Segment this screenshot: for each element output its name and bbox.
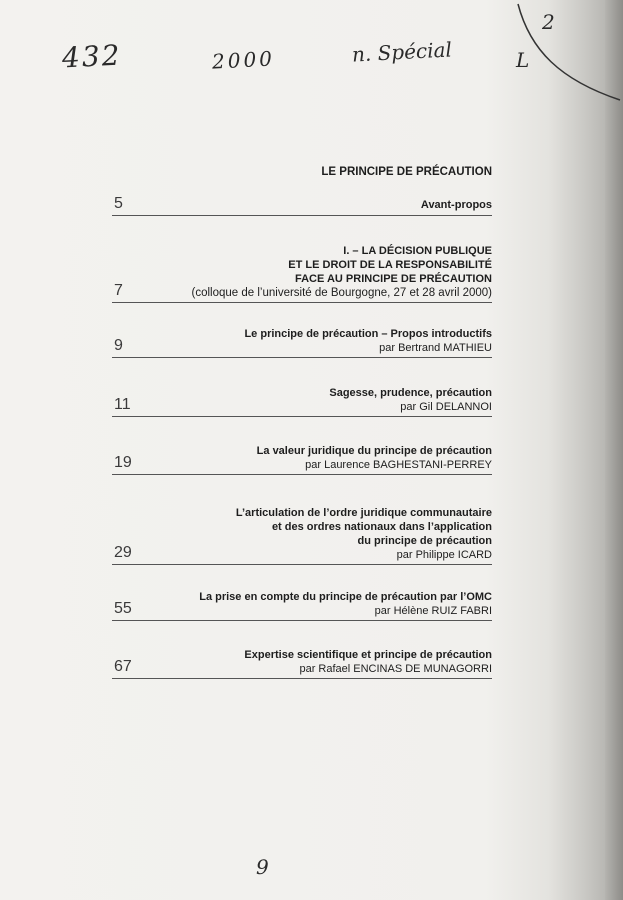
toc-entry-omc[interactable] xyxy=(112,585,492,621)
toc-rule xyxy=(112,564,492,565)
toc-entry-section-one[interactable] xyxy=(112,238,492,303)
book-binding-shadow xyxy=(605,0,623,900)
toc-page-number: 29 xyxy=(114,544,132,561)
toc-header: LE PRINCIPE DE PRÉCAUTION xyxy=(321,166,492,178)
toc-title-line: du principe de précaution xyxy=(357,535,492,547)
toc-page-number: 19 xyxy=(114,454,132,471)
toc-rule xyxy=(112,357,492,358)
toc-title: La prise en compte du principe de précaution par l’OMC xyxy=(199,591,492,603)
toc-rule xyxy=(112,620,492,621)
toc-page-number: 67 xyxy=(114,658,132,675)
toc-author: par Hélène RUIZ FABRI xyxy=(374,605,492,617)
toc-page-number: 9 xyxy=(114,337,123,354)
toc-author: par Bertrand MATHIEU xyxy=(379,342,492,354)
toc-title-line: ET LE DROIT DE LA RESPONSABILITÉ xyxy=(288,259,492,271)
toc-entry-sagesse[interactable] xyxy=(112,380,492,417)
handwritten-special: n. Spécial xyxy=(351,37,453,67)
handwritten-number: 432 xyxy=(61,38,123,75)
toc-author: par Philippe ICARD xyxy=(396,549,492,561)
toc-title-line: I. – LA DÉCISION PUBLIQUE xyxy=(343,245,492,257)
toc-entry-articulation[interactable] xyxy=(112,498,492,565)
toc-title: La valeur juridique du principe de précaution xyxy=(256,445,492,457)
toc-title: Expertise scientifique et principe de précaution xyxy=(244,649,492,661)
toc-page-number: 11 xyxy=(114,396,131,413)
toc-title-line: et des ordres nationaux dans l’application xyxy=(271,521,492,533)
toc-entry-propos-introductifs[interactable] xyxy=(112,320,492,358)
toc-entry-expertise[interactable] xyxy=(112,643,492,679)
toc-title: Sagesse, prudence, précaution xyxy=(329,387,492,399)
toc-page-number: 7 xyxy=(114,282,123,299)
handwritten-year: 2000 xyxy=(211,46,276,74)
toc-author: par Laurence BAGHESTANI-PERREY xyxy=(305,459,492,471)
toc-page-number: 5 xyxy=(114,195,123,212)
handwritten-bottom-mark: 9 xyxy=(256,855,269,879)
toc-title: Avant-propos xyxy=(420,199,492,211)
toc-title-line: L’articulation de l’ordre juridique communautaire xyxy=(235,507,492,519)
toc-title: Le principe de précaution – Propos introductifs xyxy=(244,328,492,340)
toc-rule xyxy=(112,678,492,679)
toc-rule xyxy=(112,416,492,417)
toc-rule xyxy=(112,302,492,303)
toc-entry-avant-propos[interactable] xyxy=(112,190,492,216)
toc-author: par Gil DELANNOI xyxy=(400,401,492,413)
toc-title-line: FACE AU PRINCIPE DE PRÉCAUTION xyxy=(294,273,492,285)
toc-rule xyxy=(112,215,492,216)
toc-note: (colloque de l’université de Bourgogne, 27 et 28 avril 2000) xyxy=(191,287,492,299)
toc-rule xyxy=(112,474,492,475)
handwritten-corner-letter: L xyxy=(516,48,530,72)
toc-author: par Rafael ENCINAS DE MUNAGORRI xyxy=(299,663,492,675)
toc-page-number: 55 xyxy=(114,600,132,617)
handwritten-corner-number: 2 xyxy=(542,10,555,34)
toc-entry-valeur-juridique[interactable] xyxy=(112,440,492,475)
